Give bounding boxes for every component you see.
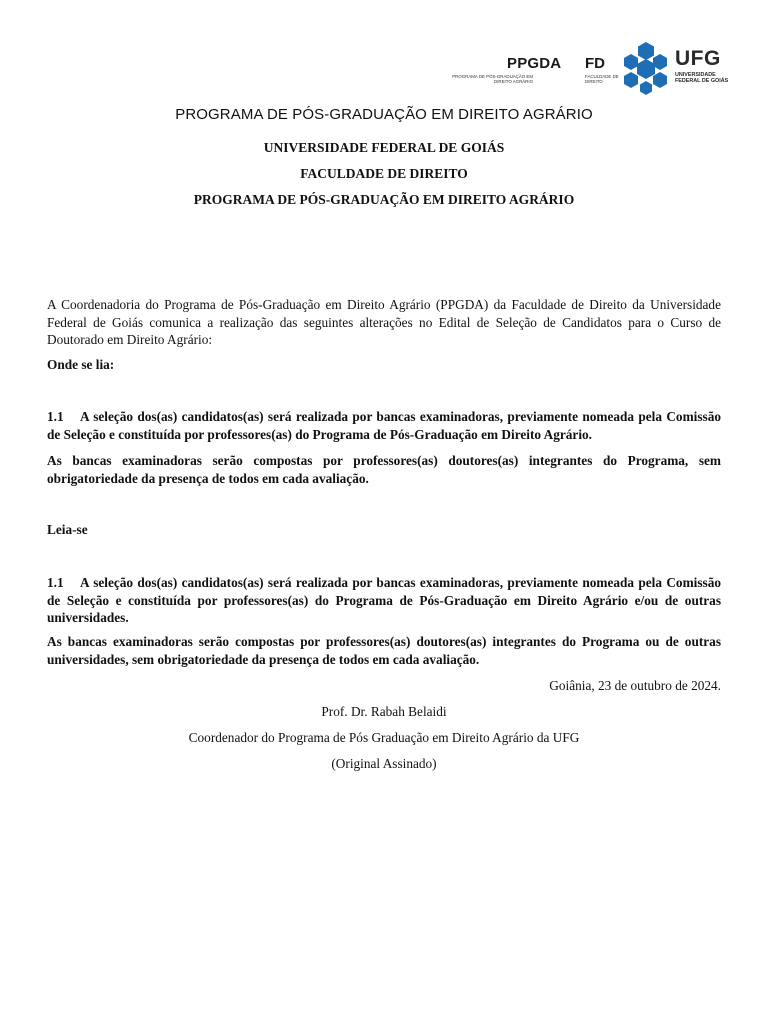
intro-paragraph: A Coordenadoria do Programa de Pós-Graduação em Direito Agrário (PPGDA) da Faculdade de Direito da Universidade Federal de Goiás comunica a realização das seguintes alterações no Edital de Seleção de Candidatos para o Curso de Doutorado em Direito Agrário: (47, 297, 721, 347)
fd-logo-text: FD (585, 55, 605, 72)
fd-logo-caption: FACULDADE DE DIREITO (585, 74, 619, 84)
ppgda-logo-text: PPGDA (507, 55, 562, 72)
program-heading: PROGRAMA DE PÓS-GRADUAÇÃO EM DIREITO AGRÁRIO (193, 192, 575, 207)
fd-logo (585, 55, 619, 84)
onde-item-text: A seleção dos(as) candidatos(as) será realizada por bancas examinadoras, previamente nomeada pela Comissão de Seleção e constituída por professores(as) do Programa de Pós-Graduação em Direito Agrário. (47, 409, 721, 442)
original-signed-note: (Original Assinado) (331, 756, 437, 771)
signatory-role: Coordenador do Programa de Pós Graduação em Direito Agrário da UFG (188, 730, 580, 745)
leia-paragraph: As bancas examinadoras serão compostas por professores(as) doutores(as) integrantes do Programa ou de outras universidades, sem obrigatoriedade da presença de todos em cada avaliação. (47, 634, 721, 667)
onde-item-1-1 (47, 408, 721, 443)
ppgda-logo-caption: PROGRAMA DE PÓS-GRADUAÇÃO EM DIREITO AGRÁRIO (452, 74, 533, 84)
onde-item-number: 1.1 (47, 409, 64, 424)
institution-heading: UNIVERSIDADE FEDERAL DE GOIÁS (263, 140, 505, 155)
faculty-heading: FACULDADE DE DIREITO (300, 166, 468, 181)
place-date: Goiânia, 23 de outubro de 2024. (549, 678, 721, 693)
page-title: PROGRAMA DE PÓS-GRADUAÇÃO EM DIREITO AGRÁRIO (175, 106, 593, 123)
onde-se-lia-label: Onde se lia: (47, 357, 115, 372)
ufg-logo-text: UFG (675, 47, 721, 70)
leia-item-1-1 (47, 574, 721, 627)
leia-item-text: A seleção dos(as) candidatos(as) será realizada por bancas examinadoras, previamente nomeada pela Comissão de Seleção e constituída por professores(as) do Programa de Pós-Graduação em Direito Agrário e/ou de outras universidades. (47, 575, 721, 625)
signatory-name: Prof. Dr. Rabah Belaidi (321, 704, 447, 719)
ufg-logo-caption: UNIVERSIDADE FEDERAL DE GOIÁS (675, 72, 729, 84)
onde-paragraph: As bancas examinadoras serão compostas por professores(as) doutores(as) integrantes do Programa, sem obrigatoriedade da presença de todos em cada avaliação. (47, 453, 721, 486)
leia-se-label: Leia-se (47, 522, 88, 537)
ufg-hexagon-icon (620, 40, 672, 96)
leia-item-number: 1.1 (47, 575, 64, 590)
ufg-logo (620, 40, 730, 96)
